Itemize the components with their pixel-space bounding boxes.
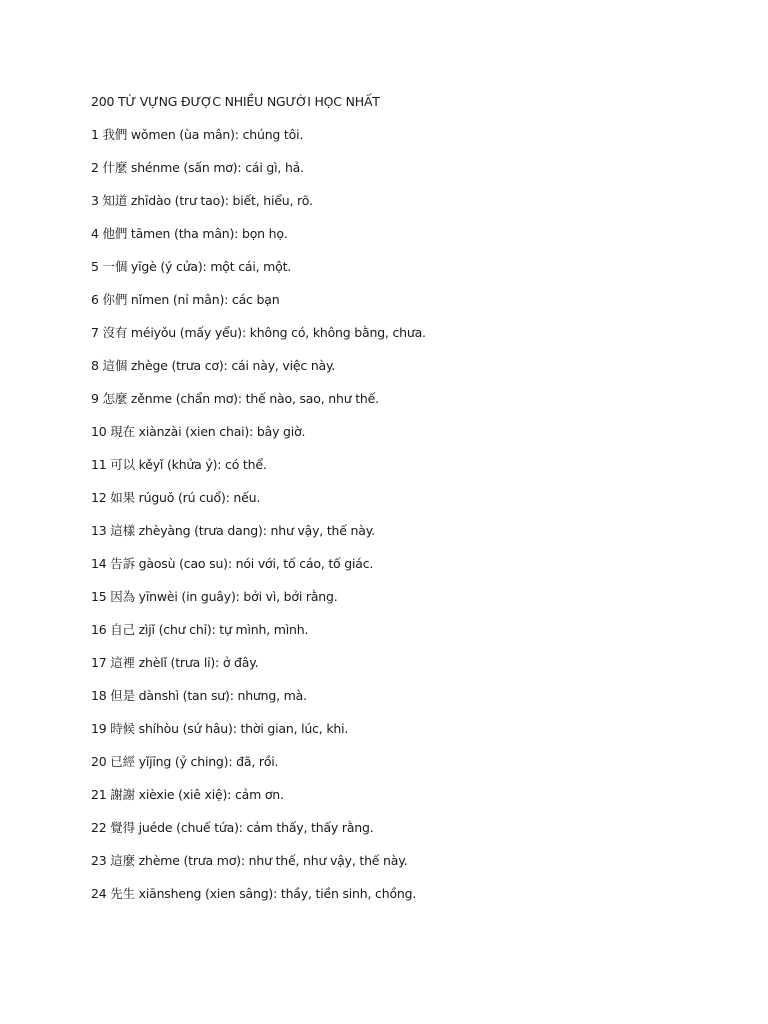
vocabulary-entry: 21 謝謝 xièxie (xiê xiệ): cảm ơn. [91, 787, 284, 802]
vocabulary-entry: 24 先生 xiānsheng (xien sâng): thầy, tiền sinh, chồng. [91, 886, 417, 901]
vocabulary-entry: 7 沒有 méiyǒu (mấy yểu): không có, không bằng, chưa. [91, 325, 426, 340]
vocabulary-entry: 13 這樣 zhèyàng (trưa dang): như vậy, thế này. [91, 523, 375, 538]
vocabulary-entry: 20 已經 yǐjīng (ỷ ching): đã, rồi. [91, 754, 279, 769]
vocabulary-entry: 9 怎麼 zěnme (chẩn mơ): thế nào, sao, như thế. [91, 391, 379, 406]
vocabulary-entry: 16 自己 zìjǐ (chư chỉ): tự mình, mình. [91, 622, 309, 637]
vocabulary-entry: 10 現在 xiànzài (xien chai): bây giờ. [91, 424, 306, 439]
document-title: 200 TỪ VỰNG ĐƯỢC NHIỀU NGƯỜI HỌC NHẤT [91, 94, 380, 109]
vocabulary-entry: 6 你們 nǐmen (nỉ mân): các bạn [91, 292, 280, 307]
vocabulary-entry: 19 時候 shíhòu (sứ hâu): thời gian, lúc, khi. [91, 721, 349, 736]
vocabulary-entry: 17 這裡 zhèlǐ (trưa lỉ): ở đây. [91, 655, 259, 670]
vocabulary-entry: 23 這麼 zhème (trưa mơ): như thế, như vậy, thế này. [91, 853, 408, 868]
vocabulary-entry: 8 這個 zhège (trưa cơ): cái này, việc này. [91, 358, 336, 373]
vocabulary-entry: 5 一個 yīgè (ý cửa): một cái, một. [91, 259, 292, 274]
vocabulary-list [91, 125, 426, 917]
vocabulary-entry: 12 如果 rúguǒ (rú cuổ): nếu. [91, 490, 261, 505]
vocabulary-entry: 14 告訴 gàosù (cao su): nói với, tố cáo, tố giác. [91, 556, 374, 571]
vocabulary-entry: 22 覺得 juéde (chuế tứa): cảm thấy, thấy rằng. [91, 820, 374, 835]
vocabulary-entry: 15 因為 yīnwèi (in guây): bởi vì, bởi rằng. [91, 589, 338, 604]
vocabulary-entry: 18 但是 dànshì (tan sư): nhưng, mà. [91, 688, 307, 703]
vocabulary-entry: 2 什麼 shénme (sấn mơ): cái gì, hả. [91, 160, 304, 175]
vocabulary-entry: 3 知道 zhīdào (trư tao): biết, hiểu, rõ. [91, 193, 313, 208]
vocabulary-entry: 4 他們 tāmen (tha mân): bọn họ. [91, 226, 288, 241]
vocabulary-entry: 1 我們 wǒmen (ùa mân): chúng tôi. [91, 127, 304, 142]
vocabulary-entry: 11 可以 kěyǐ (khửa ỷ): có thể. [91, 457, 267, 472]
